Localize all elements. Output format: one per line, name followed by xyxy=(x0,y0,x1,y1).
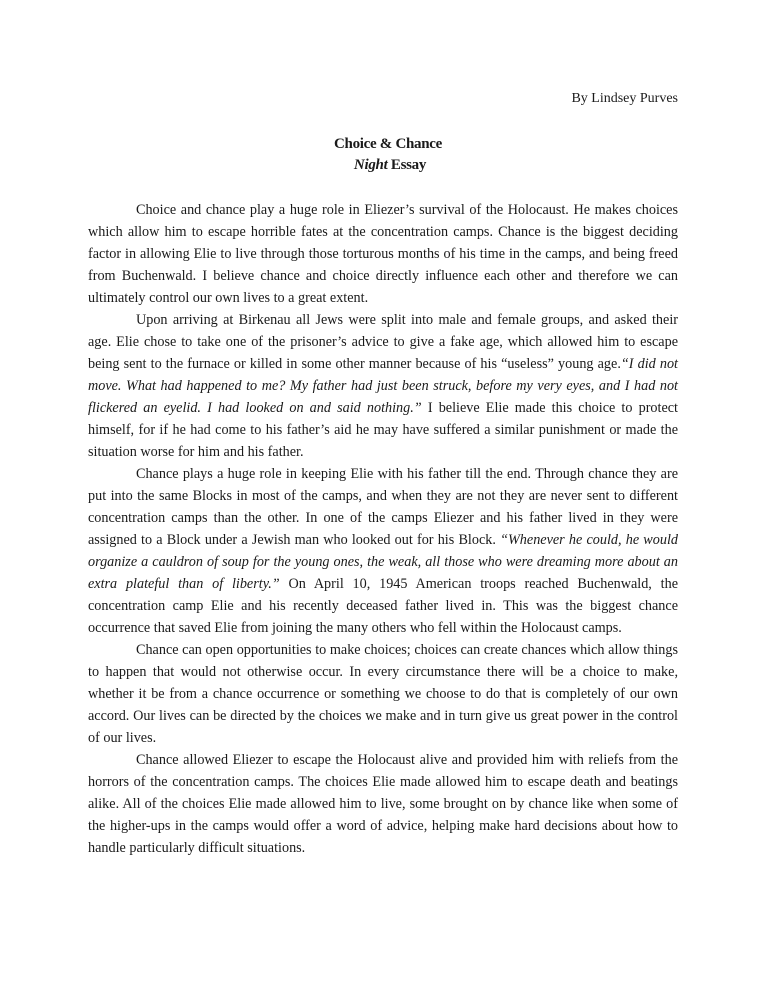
paragraph xyxy=(88,749,678,859)
paragraph-text: Chance plays a huge role in keeping Elie with his father till the end. Through chance they are put into the same Blocks in most of the camps, and when they are not they are never sent to different concentration camps than the other. In one of the camps Eliezer and his father lived in they were assigned to a Block under a Jewish man who looked out for his Block. xyxy=(88,466,678,548)
paragraph xyxy=(88,309,678,463)
essay-title: Choice & Chance xyxy=(334,136,442,152)
paragraph-text: Chance allowed Eliezer to escape the Holocaust alive and provided him with reliefs from the horrors of the concentration camps. The choices Elie made allowed him to escape death and beatings alike. All of the choices Elie made allowed him to live, some brought on by chance like when some of the higher-ups in the camps would offer a word of advice, helping make hard decisions about how to handle particularly difficult situations. xyxy=(88,752,678,856)
paragraph-text: Chance can open opportunities to make choices; choices can create chances which allow things to happen that would not otherwise occur. In every circumstance there will be a choice to make, whether it be from a chance occurrence or something we choose to do that is completely of our own accord. Our lives can be directed by the choices we make and in turn give us great power in the control of our lives. xyxy=(88,642,678,746)
essay-subtitle xyxy=(12,155,768,176)
paragraph xyxy=(88,199,678,309)
paragraph-text: I believe Elie made this choice to protect himself, for if he had come to his father’s aid he may have suffered a similar punishment or made the situation worse for him and his father. xyxy=(88,400,678,460)
paragraph xyxy=(88,463,678,639)
quotation: “Whenever he could, he would organize a cauldron of soup for the young ones, the weak, all those who were dreaming more about an extra plateful than of liberty.” xyxy=(88,532,678,592)
quotation: “I did not move. What had happened to me? My father had just been struck, before my very eyes, and I had not flickered an eyelid. I had looked on and said nothing.” xyxy=(88,356,679,416)
paragraph xyxy=(88,639,678,749)
author-line: By Lindsey Purves xyxy=(571,91,678,106)
subtitle-rest: Essay xyxy=(387,157,427,173)
title-block xyxy=(0,134,768,176)
paragraph-text: Upon arriving at Birkenau all Jews were split into male and female groups, and asked their age. Elie chose to take one of the prisoner’s advice to give a fake age, which allowed him to escape being sent to the furnace or killed in some other manner because of his “useless” young age. xyxy=(88,312,678,372)
subtitle-book-name: Night xyxy=(353,157,388,173)
paragraph-text: Choice and chance play a huge role in Eliezer’s survival of the Holocaust. He makes choices which allow him to escape horrible fates at the concentration camps. Chance is the biggest deciding factor in allowing Elie to live through those torturous months of his time in the camps, and being freed from Buchenwald. I believe chance and choice directly influence each other and therefore we can ultimately control our own lives to a great extent. xyxy=(88,202,678,306)
paragraph-text: On April 10, 1945 American troops reached Buchenwald, the concentration camp Elie and his recently deceased father lived in. This was the biggest chance occurrence that saved Elie from joining the many others who fell within the Holocaust camps. xyxy=(88,576,678,636)
essay-body xyxy=(88,199,678,859)
